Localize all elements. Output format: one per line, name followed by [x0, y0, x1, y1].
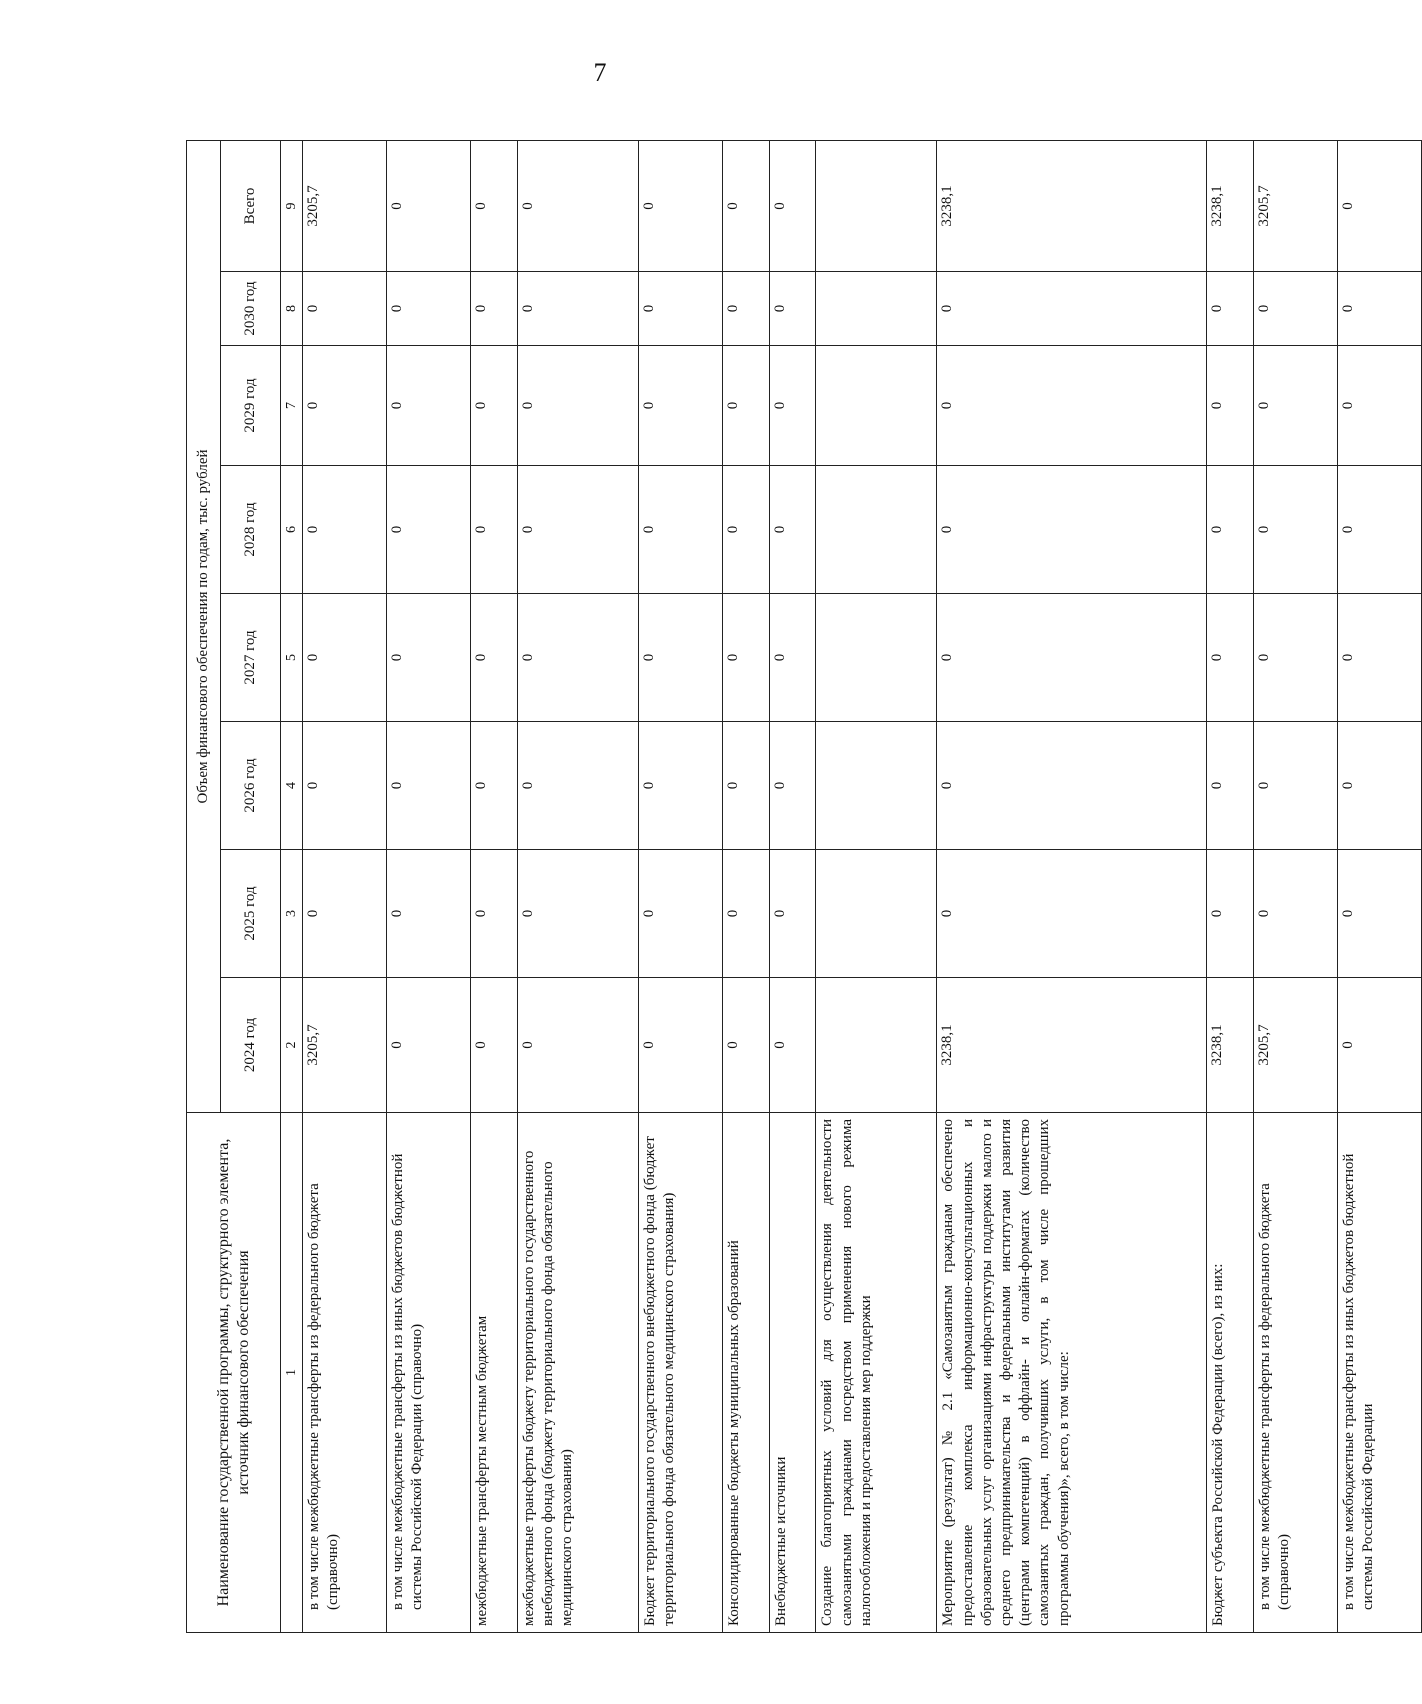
row-name: Консолидированные бюджеты муниципальных образований: [722, 1113, 769, 1633]
row-value: 0: [470, 466, 517, 594]
table-row: [769, 140, 816, 1632]
row-value: 0: [1207, 850, 1254, 978]
table-row: [1207, 140, 1254, 1632]
row-value: 0: [386, 850, 470, 978]
row-value: 0: [722, 466, 769, 594]
financing-table: [186, 140, 1422, 1633]
row-value: 0: [722, 346, 769, 466]
header-index: 2: [281, 978, 303, 1113]
row-value: [816, 978, 937, 1113]
row-name: в том числе межбюджетные трансферты из иных бюджетов бюджетной системы Российской Федерации (справочно): [386, 1113, 470, 1633]
row-value: [816, 346, 937, 466]
row-value: 0: [470, 272, 517, 346]
table-row: [470, 140, 517, 1632]
row-value: 0: [769, 978, 816, 1113]
row-name: Бюджет субъекта Российской Федерации (всего), из них:: [1207, 1113, 1254, 1633]
header-year: 2026 год: [221, 722, 281, 850]
row-value: 0: [517, 346, 638, 466]
row-value: 0: [1207, 346, 1254, 466]
row-value: 0: [517, 594, 638, 722]
row-value: 0: [1253, 346, 1337, 466]
row-value: 0: [1207, 272, 1254, 346]
row-value: 0: [303, 850, 387, 978]
row-value: 0: [937, 594, 1207, 722]
row-value: 0: [638, 850, 722, 978]
row-value: 0: [1207, 594, 1254, 722]
row-value: 0: [303, 594, 387, 722]
row-value: 0: [638, 722, 722, 850]
row-value: 0: [722, 850, 769, 978]
row-value: 0: [1253, 850, 1337, 978]
row-value: 0: [769, 346, 816, 466]
header-year: 2030 год: [221, 272, 281, 346]
row-value: 0: [386, 272, 470, 346]
row-value: 0: [1337, 722, 1421, 850]
row-value: 0: [1253, 594, 1337, 722]
rotated-table-wrapper: [186, 141, 1422, 1633]
row-value: 0: [470, 850, 517, 978]
header-year: 2027 год: [221, 594, 281, 722]
row-value: 0: [1253, 466, 1337, 594]
row-value: 3205,7: [303, 140, 387, 271]
row-value: 0: [470, 722, 517, 850]
row-value: 0: [722, 594, 769, 722]
row-value: 0: [1337, 978, 1421, 1113]
row-value: 0: [1207, 722, 1254, 850]
row-value: 3205,7: [303, 978, 387, 1113]
row-value: 0: [769, 722, 816, 850]
row-value: 0: [303, 272, 387, 346]
row-value: 0: [722, 978, 769, 1113]
row-value: 0: [937, 722, 1207, 850]
row-value: 0: [638, 978, 722, 1113]
header-year: Всего: [221, 140, 281, 271]
header-index: 1: [281, 1113, 303, 1633]
row-value: [816, 594, 937, 722]
table-row: [303, 140, 387, 1632]
header-year: 2029 год: [221, 346, 281, 466]
row-value: 0: [638, 594, 722, 722]
row-value: 0: [1337, 850, 1421, 978]
row-value: 3205,7: [1253, 140, 1337, 271]
row-value: 0: [769, 140, 816, 271]
row-name: в том числе межбюджетные трансферты из иных бюджетов бюджетной системы Российской Федерации: [1337, 1113, 1421, 1633]
row-value: 0: [937, 346, 1207, 466]
row-value: [816, 466, 937, 594]
row-name: Внебюджетные источники: [769, 1113, 816, 1633]
row-value: 0: [470, 594, 517, 722]
row-name: Мероприятие (результат) № 2.1 «Самозанятым гражданам обеспечено предоставление комплекса информационно-консультационных и образовательных услуг организациями инфраструктуры поддержки малого и среднего предпринимательства и федеральными институтами развития (центрами компетенций) в оффлайн- и онлайн-форматах (количество самозанятых граждан, получивших услуги, в том числе прошедших программы обучения)», всего, в том числе:: [937, 1113, 1207, 1633]
header-index: 3: [281, 850, 303, 978]
table-row: [517, 140, 638, 1632]
table-row: [937, 140, 1207, 1632]
row-value: 0: [470, 346, 517, 466]
row-value: 0: [722, 722, 769, 850]
row-value: 0: [470, 978, 517, 1113]
header-index: 5: [281, 594, 303, 722]
row-value: 0: [470, 140, 517, 271]
row-name: межбюджетные трансферты местным бюджетам: [470, 1113, 517, 1633]
row-value: 0: [722, 272, 769, 346]
header-year: 2028 год: [221, 466, 281, 594]
table-row: [722, 140, 769, 1632]
row-value: 0: [1337, 140, 1421, 271]
row-value: 0: [638, 272, 722, 346]
header-year: 2024 год: [221, 978, 281, 1113]
row-value: 0: [722, 140, 769, 271]
table-row: [816, 140, 937, 1632]
row-value: 0: [386, 346, 470, 466]
row-value: 0: [517, 140, 638, 271]
header-index: 4: [281, 722, 303, 850]
table-row: [1337, 140, 1421, 1632]
row-value: 0: [769, 850, 816, 978]
row-value: 0: [1337, 594, 1421, 722]
row-value: 0: [386, 594, 470, 722]
row-name: Создание благоприятных условий для осуществления деятельности самозанятыми гражданами посредством применения нового режима налогообложения и предоставления мер поддержки: [816, 1113, 937, 1633]
row-value: 0: [303, 346, 387, 466]
row-value: 0: [386, 978, 470, 1113]
row-value: 0: [769, 272, 816, 346]
row-value: 0: [517, 272, 638, 346]
row-value: 0: [303, 722, 387, 850]
row-value: 0: [386, 466, 470, 594]
row-value: 3238,1: [937, 140, 1207, 271]
row-value: 0: [1337, 466, 1421, 594]
row-value: 0: [386, 140, 470, 271]
row-value: 0: [638, 140, 722, 271]
table-row: [1253, 140, 1337, 1632]
header-name-column: Наименование государственной программы, структурного элемента, источник финансового обеспечения: [187, 1113, 281, 1633]
row-value: 3238,1: [1207, 140, 1254, 271]
header-index: 7: [281, 346, 303, 466]
row-value: [816, 722, 937, 850]
row-value: 0: [1253, 722, 1337, 850]
row-value: 0: [1337, 346, 1421, 466]
row-value: [816, 850, 937, 978]
header-year: 2025 год: [221, 850, 281, 978]
row-value: 0: [517, 722, 638, 850]
row-value: 0: [937, 850, 1207, 978]
row-value: 0: [769, 594, 816, 722]
row-value: [816, 272, 937, 346]
table-row: [386, 140, 470, 1632]
row-value: 3205,7: [1253, 978, 1337, 1113]
row-value: 0: [937, 272, 1207, 346]
row-value: 0: [303, 466, 387, 594]
row-value: [816, 140, 937, 271]
row-value: 3238,1: [937, 978, 1207, 1113]
row-value: 0: [1253, 272, 1337, 346]
page-number: 7: [593, 58, 607, 87]
row-value: 0: [517, 978, 638, 1113]
row-name: в том числе межбюджетные трансферты из федерального бюджета (справочно): [1253, 1113, 1337, 1633]
row-value: 3238,1: [1207, 978, 1254, 1113]
row-value: 0: [638, 466, 722, 594]
row-value: 0: [769, 466, 816, 594]
header-volume: Объем финансового обеспечения по годам, тыс. рублей: [187, 140, 221, 1112]
row-value: 0: [517, 850, 638, 978]
row-name: в том числе межбюджетные трансферты из федерального бюджета (справочно): [303, 1113, 387, 1633]
row-name: межбюджетные трансферты бюджету территориального государственного внебюджетного фонда (бюджету территориального фонда обязательного медицинского страхования): [517, 1113, 638, 1633]
header-index: 9: [281, 140, 303, 271]
table-row: [638, 140, 722, 1632]
row-value: 0: [638, 346, 722, 466]
header-index: 6: [281, 466, 303, 594]
row-value: 0: [1207, 466, 1254, 594]
row-value: 0: [517, 466, 638, 594]
row-name: Бюджет территориального государственного внебюджетного фонда (бюджет территориального фонда обязательного медицинского страхования): [638, 1113, 722, 1633]
header-index: 8: [281, 272, 303, 346]
row-value: 0: [1337, 272, 1421, 346]
row-value: 0: [937, 466, 1207, 594]
row-value: 0: [386, 722, 470, 850]
